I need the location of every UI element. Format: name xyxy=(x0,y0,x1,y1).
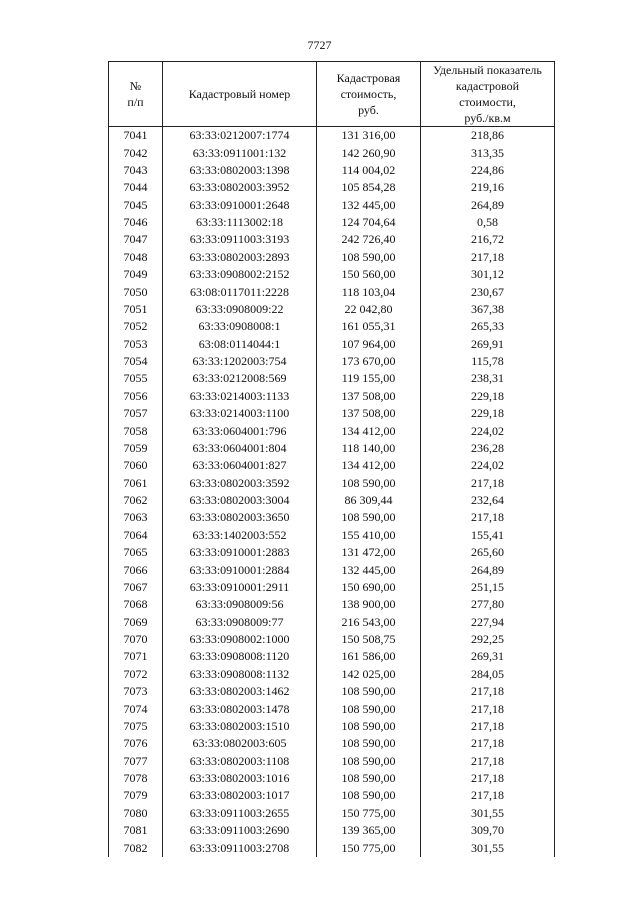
table-row xyxy=(109,787,555,804)
unit-value: 236,28 xyxy=(421,440,555,457)
unit-value: 217,18 xyxy=(421,787,555,804)
cadastral-number: 63:33:0802003:3952 xyxy=(163,179,317,196)
row-number: 7064 xyxy=(109,527,163,544)
row-number: 7052 xyxy=(109,318,163,335)
cadastral-value-table xyxy=(108,61,555,857)
row-number: 7070 xyxy=(109,631,163,648)
table-row xyxy=(109,770,555,787)
row-number: 7055 xyxy=(109,370,163,387)
cadastral-number: 63:33:0911003:2708 xyxy=(163,839,317,856)
cadastral-number: 63:33:0802003:1462 xyxy=(163,683,317,700)
cadastral-value: 108 590,00 xyxy=(317,735,421,752)
row-number: 7059 xyxy=(109,440,163,457)
cadastral-value: 118 103,04 xyxy=(317,283,421,300)
unit-value: 301,12 xyxy=(421,266,555,283)
row-number: 7075 xyxy=(109,718,163,735)
unit-value: 227,94 xyxy=(421,614,555,631)
unit-value: 155,41 xyxy=(421,527,555,544)
table-row xyxy=(109,214,555,231)
cadastral-number: 63:33:0212007:1774 xyxy=(163,127,317,145)
cadastral-value: 134 412,00 xyxy=(317,457,421,474)
cadastral-value: 161 055,31 xyxy=(317,318,421,335)
cadastral-value: 142 025,00 xyxy=(317,666,421,683)
row-number: 7068 xyxy=(109,596,163,613)
table-row xyxy=(109,405,555,422)
table-row xyxy=(109,231,555,248)
cadastral-number: 63:33:0910001:2648 xyxy=(163,197,317,214)
unit-value: 284,05 xyxy=(421,666,555,683)
row-number: 7076 xyxy=(109,735,163,752)
row-number: 7062 xyxy=(109,492,163,509)
row-number: 7042 xyxy=(109,144,163,161)
cadastral-value: 107 964,00 xyxy=(317,336,421,353)
cadastral-value: 137 508,00 xyxy=(317,405,421,422)
table-row xyxy=(109,266,555,283)
row-number: 7054 xyxy=(109,353,163,370)
cadastral-value: 150 775,00 xyxy=(317,839,421,856)
table-row xyxy=(109,301,555,318)
table-row xyxy=(109,648,555,665)
unit-value: 217,18 xyxy=(421,249,555,266)
row-number: 7080 xyxy=(109,805,163,822)
unit-value: 217,18 xyxy=(421,753,555,770)
row-number: 7072 xyxy=(109,666,163,683)
cadastral-value: 119 155,00 xyxy=(317,370,421,387)
row-number: 7056 xyxy=(109,388,163,405)
cadastral-number: 63:33:0214003:1133 xyxy=(163,388,317,405)
table-row xyxy=(109,700,555,717)
row-number: 7050 xyxy=(109,283,163,300)
unit-value: 313,35 xyxy=(421,144,555,161)
table-row xyxy=(109,683,555,700)
cadastral-number: 63:33:0802003:3004 xyxy=(163,492,317,509)
cadastral-value: 242 726,40 xyxy=(317,231,421,248)
cadastral-number: 63:33:1202003:754 xyxy=(163,353,317,370)
header-cadastral-value: Кадастровая стоимость, руб. xyxy=(317,62,421,127)
header-cadastral-number: Кадастровый номер xyxy=(163,62,317,127)
cadastral-number: 63:33:0802003:3592 xyxy=(163,475,317,492)
table-row xyxy=(109,388,555,405)
row-number: 7082 xyxy=(109,839,163,856)
row-number: 7065 xyxy=(109,544,163,561)
cadastral-value: 137 508,00 xyxy=(317,388,421,405)
unit-value: 265,33 xyxy=(421,318,555,335)
cadastral-value: 150 775,00 xyxy=(317,805,421,822)
cadastral-number: 63:33:0908002:1000 xyxy=(163,631,317,648)
cadastral-number: 63:33:0911003:3193 xyxy=(163,231,317,248)
cadastral-value: 150 690,00 xyxy=(317,579,421,596)
cadastral-number: 63:33:0802003:1510 xyxy=(163,718,317,735)
cadastral-value: 132 445,00 xyxy=(317,197,421,214)
row-number: 7067 xyxy=(109,579,163,596)
cadastral-number: 63:08:0114044:1 xyxy=(163,336,317,353)
cadastral-number: 63:33:0604001:804 xyxy=(163,440,317,457)
cadastral-value: 114 004,02 xyxy=(317,162,421,179)
cadastral-number: 63:33:0604001:796 xyxy=(163,422,317,439)
unit-value: 367,38 xyxy=(421,301,555,318)
table-row xyxy=(109,527,555,544)
table-row xyxy=(109,249,555,266)
cadastral-value: 118 140,00 xyxy=(317,440,421,457)
unit-value: 224,02 xyxy=(421,422,555,439)
unit-value: 217,18 xyxy=(421,509,555,526)
cadastral-number: 63:33:0802003:605 xyxy=(163,735,317,752)
cadastral-value: 216 543,00 xyxy=(317,614,421,631)
row-number: 7069 xyxy=(109,614,163,631)
row-number: 7079 xyxy=(109,787,163,804)
row-number: 7057 xyxy=(109,405,163,422)
cadastral-number: 63:33:0802003:1016 xyxy=(163,770,317,787)
unit-value: 230,67 xyxy=(421,283,555,300)
cadastral-number: 63:33:1113002:18 xyxy=(163,214,317,231)
row-number: 7060 xyxy=(109,457,163,474)
cadastral-value: 142 260,90 xyxy=(317,144,421,161)
table-row xyxy=(109,839,555,856)
cadastral-number: 63:33:0911003:2690 xyxy=(163,822,317,839)
cadastral-number: 63:33:0802003:2893 xyxy=(163,249,317,266)
cadastral-value: 139 365,00 xyxy=(317,822,421,839)
cadastral-number: 63:33:0911003:2655 xyxy=(163,805,317,822)
unit-value: 292,25 xyxy=(421,631,555,648)
row-number: 7051 xyxy=(109,301,163,318)
unit-value: 115,78 xyxy=(421,353,555,370)
cadastral-value: 22 042,80 xyxy=(317,301,421,318)
table-row xyxy=(109,179,555,196)
table-row xyxy=(109,614,555,631)
cadastral-number: 63:08:0117011:2228 xyxy=(163,283,317,300)
table-row xyxy=(109,440,555,457)
cadastral-number: 63:33:0908008:1120 xyxy=(163,648,317,665)
cadastral-value: 105 854,28 xyxy=(317,179,421,196)
row-number: 7041 xyxy=(109,127,163,145)
cadastral-number: 63:33:0908009:77 xyxy=(163,614,317,631)
cadastral-number: 63:33:0802003:1017 xyxy=(163,787,317,804)
unit-value: 0,58 xyxy=(421,214,555,231)
row-number: 7078 xyxy=(109,770,163,787)
unit-value: 217,18 xyxy=(421,700,555,717)
unit-value: 217,18 xyxy=(421,475,555,492)
table-row xyxy=(109,283,555,300)
cadastral-value: 108 590,00 xyxy=(317,683,421,700)
unit-value: 232,64 xyxy=(421,492,555,509)
unit-value: 224,02 xyxy=(421,457,555,474)
row-number: 7046 xyxy=(109,214,163,231)
row-number: 7071 xyxy=(109,648,163,665)
cadastral-number: 63:33:0908009:22 xyxy=(163,301,317,318)
table-row xyxy=(109,579,555,596)
table-header xyxy=(109,62,555,127)
table-row xyxy=(109,457,555,474)
unit-value: 251,15 xyxy=(421,579,555,596)
unit-value: 217,18 xyxy=(421,770,555,787)
table-row xyxy=(109,197,555,214)
cadastral-number: 63:33:0214003:1100 xyxy=(163,405,317,422)
cadastral-number: 63:33:0802003:1398 xyxy=(163,162,317,179)
cadastral-value: 86 309,44 xyxy=(317,492,421,509)
table-row xyxy=(109,735,555,752)
unit-value: 218,86 xyxy=(421,127,555,145)
header-unit-value: Удельный показатель кадастровой стоимости, руб./кв.м xyxy=(421,62,555,127)
cadastral-value: 134 412,00 xyxy=(317,422,421,439)
table-row xyxy=(109,596,555,613)
cadastral-value: 150 560,00 xyxy=(317,266,421,283)
cadastral-value: 131 472,00 xyxy=(317,544,421,561)
table-row xyxy=(109,144,555,161)
cadastral-number: 63:33:0910001:2911 xyxy=(163,579,317,596)
row-number: 7058 xyxy=(109,422,163,439)
page-number: 7727 xyxy=(307,38,332,52)
unit-value: 269,31 xyxy=(421,648,555,665)
table-row xyxy=(109,718,555,735)
cadastral-value: 108 590,00 xyxy=(317,700,421,717)
cadastral-number: 63:33:0910001:2884 xyxy=(163,561,317,578)
row-number: 7043 xyxy=(109,162,163,179)
cadastral-value: 108 590,00 xyxy=(317,787,421,804)
cadastral-number: 63:33:0908002:2152 xyxy=(163,266,317,283)
cadastral-value: 161 586,00 xyxy=(317,648,421,665)
row-number: 7045 xyxy=(109,197,163,214)
cadastral-number: 63:33:1402003:552 xyxy=(163,527,317,544)
row-number: 7053 xyxy=(109,336,163,353)
unit-value: 217,18 xyxy=(421,683,555,700)
cadastral-value: 108 590,00 xyxy=(317,509,421,526)
table-row xyxy=(109,318,555,335)
table-row xyxy=(109,127,555,145)
unit-value: 217,18 xyxy=(421,735,555,752)
row-number: 7049 xyxy=(109,266,163,283)
row-number: 7044 xyxy=(109,179,163,196)
header-number: № п/п xyxy=(109,62,163,127)
cadastral-value: 108 590,00 xyxy=(317,753,421,770)
table-row xyxy=(109,162,555,179)
unit-value: 229,18 xyxy=(421,405,555,422)
table-row xyxy=(109,492,555,509)
row-number: 7066 xyxy=(109,561,163,578)
unit-value: 238,31 xyxy=(421,370,555,387)
cadastral-value: 138 900,00 xyxy=(317,596,421,613)
cadastral-value: 108 590,00 xyxy=(317,718,421,735)
unit-value: 264,89 xyxy=(421,561,555,578)
unit-value: 277,80 xyxy=(421,596,555,613)
table-row xyxy=(109,353,555,370)
table-row xyxy=(109,631,555,648)
cadastral-number: 63:33:0910001:2883 xyxy=(163,544,317,561)
cadastral-value: 132 445,00 xyxy=(317,561,421,578)
cadastral-number: 63:33:0911001:132 xyxy=(163,144,317,161)
table-row xyxy=(109,475,555,492)
row-number: 7074 xyxy=(109,700,163,717)
row-number: 7063 xyxy=(109,509,163,526)
cadastral-number: 63:33:0212008:569 xyxy=(163,370,317,387)
cadastral-value: 108 590,00 xyxy=(317,249,421,266)
cadastral-value: 173 670,00 xyxy=(317,353,421,370)
unit-value: 229,18 xyxy=(421,388,555,405)
table-body xyxy=(109,127,555,857)
cadastral-number: 63:33:0802003:1478 xyxy=(163,700,317,717)
cadastral-number: 63:33:0908008:1132 xyxy=(163,666,317,683)
cadastral-number: 63:33:0802003:3650 xyxy=(163,509,317,526)
row-number: 7047 xyxy=(109,231,163,248)
table-row xyxy=(109,753,555,770)
cadastral-number: 63:33:0908008:1 xyxy=(163,318,317,335)
table-row xyxy=(109,370,555,387)
table-row xyxy=(109,666,555,683)
unit-value: 301,55 xyxy=(421,839,555,856)
table-row xyxy=(109,336,555,353)
row-number: 7048 xyxy=(109,249,163,266)
cadastral-value: 108 590,00 xyxy=(317,770,421,787)
unit-value: 216,72 xyxy=(421,231,555,248)
table-row xyxy=(109,422,555,439)
unit-value: 219,16 xyxy=(421,179,555,196)
cadastral-number: 63:33:0604001:827 xyxy=(163,457,317,474)
unit-value: 269,91 xyxy=(421,336,555,353)
table-row xyxy=(109,509,555,526)
cadastral-value: 124 704,64 xyxy=(317,214,421,231)
unit-value: 301,55 xyxy=(421,805,555,822)
row-number: 7061 xyxy=(109,475,163,492)
cadastral-value: 131 316,00 xyxy=(317,127,421,145)
cadastral-number: 63:33:0802003:1108 xyxy=(163,753,317,770)
row-number: 7073 xyxy=(109,683,163,700)
table-row xyxy=(109,544,555,561)
unit-value: 224,86 xyxy=(421,162,555,179)
unit-value: 309,70 xyxy=(421,822,555,839)
unit-value: 265,60 xyxy=(421,544,555,561)
row-number: 7081 xyxy=(109,822,163,839)
cadastral-value: 150 508,75 xyxy=(317,631,421,648)
table-row xyxy=(109,561,555,578)
table-row xyxy=(109,822,555,839)
cadastral-value: 108 590,00 xyxy=(317,475,421,492)
row-number: 7077 xyxy=(109,753,163,770)
cadastral-number: 63:33:0908009:56 xyxy=(163,596,317,613)
unit-value: 217,18 xyxy=(421,718,555,735)
table-row xyxy=(109,805,555,822)
unit-value: 264,89 xyxy=(421,197,555,214)
cadastral-value: 155 410,00 xyxy=(317,527,421,544)
